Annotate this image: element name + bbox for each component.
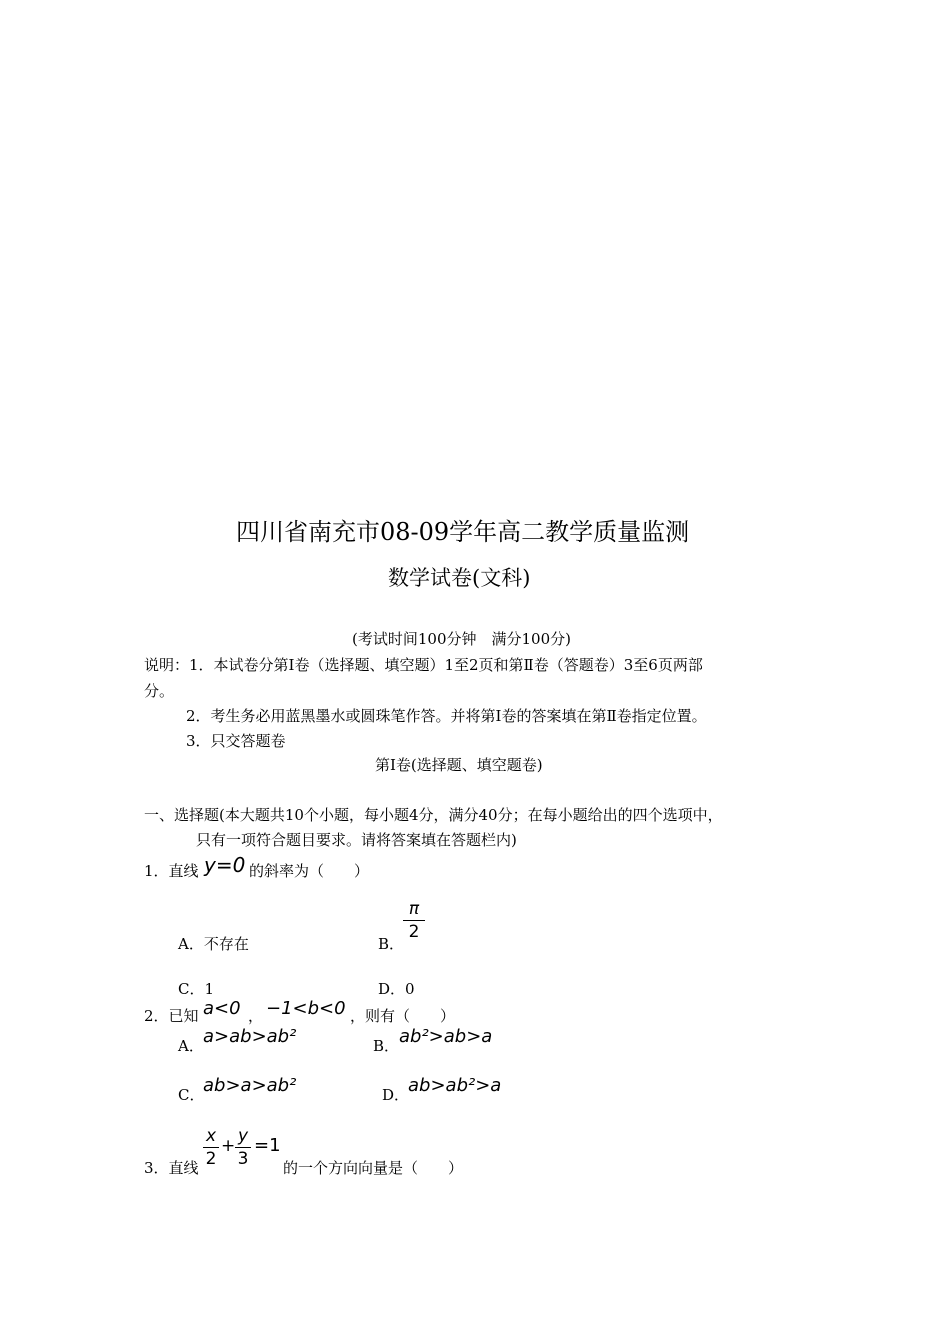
q3-prefix: 3．直线 bbox=[144, 1159, 199, 1177]
notes-line-3: 3．只交答题卷 bbox=[186, 732, 286, 750]
q1-option-a: A．不存在 bbox=[178, 935, 249, 953]
notes-line-1-cont: 分。 bbox=[144, 682, 175, 700]
notes-line-1: 说明：1．本试卷分第Ⅰ卷（选择题、填空题）1至2页和第Ⅱ卷（答题卷）3至6页两部 bbox=[144, 656, 703, 674]
exam-info: (考试时间100分钟 满分100分) bbox=[352, 630, 571, 648]
q2-option-b-label: B． bbox=[373, 1037, 400, 1055]
q2-option-b-math: ab²>ab>a bbox=[399, 1026, 493, 1047]
q1-math: y=0 bbox=[204, 853, 246, 877]
q1-option-d: D．0 bbox=[378, 980, 415, 998]
q2-option-c-label: C． bbox=[178, 1086, 205, 1104]
q3-eq: =1 bbox=[254, 1135, 281, 1156]
q1-b-denominator: 2 bbox=[408, 922, 420, 942]
q3-suffix: 的一个方向向量是（ ） bbox=[283, 1159, 464, 1177]
q3-fraction-1 bbox=[203, 1126, 219, 1169]
notes-line-2: 2．考生务必用蓝黑墨水或圆珠笔作答。并将第Ⅰ卷的答案填在第Ⅱ卷指定位置。 bbox=[186, 707, 707, 725]
q3-f1-numerator: x bbox=[205, 1126, 217, 1146]
q1-b-numerator: π bbox=[408, 899, 420, 919]
part1-title: 第Ⅰ卷(选择题、填空题卷) bbox=[375, 756, 543, 774]
q2-option-d-math: ab>ab²>a bbox=[408, 1075, 502, 1096]
q1-option-b-label: B． bbox=[378, 935, 405, 953]
q2-option-a-label: A． bbox=[178, 1037, 204, 1055]
q2-sep: ， bbox=[248, 1007, 264, 1025]
q2-option-a-math: a>ab>ab² bbox=[203, 1026, 297, 1047]
q1-suffix: 的斜率为（ ） bbox=[249, 862, 370, 880]
q1-option-c: C．1 bbox=[178, 980, 215, 998]
q3-f2-numerator: y bbox=[237, 1126, 249, 1146]
section1-line-2: 只有一项符合题目要求。请将答案填在答题栏内) bbox=[196, 831, 517, 849]
q3-f2-denominator: 3 bbox=[237, 1149, 249, 1169]
page-title: 四川省南充市08-09学年高二教学质量监测 bbox=[236, 518, 690, 546]
fraction-bar bbox=[235, 1147, 251, 1148]
q2-option-c-math: ab>a>ab² bbox=[203, 1075, 297, 1096]
fraction-bar bbox=[203, 1147, 219, 1148]
q3-fraction-2 bbox=[235, 1126, 251, 1169]
q2-prefix: 2．已知 bbox=[144, 1007, 199, 1025]
section1-line-1: 一、选择题(本大题共10个小题，每小题4分，满分40分；在每小题给出的四个选项中， bbox=[144, 806, 723, 824]
fraction-bar bbox=[403, 920, 425, 921]
q2-suffix: ，则有（ ） bbox=[350, 1007, 456, 1025]
page-subtitle: 数学试卷(文科) bbox=[388, 566, 531, 590]
q2-math-1: a<0 bbox=[203, 998, 241, 1019]
q1-option-b-fraction bbox=[403, 899, 425, 942]
q2-option-d-label: D． bbox=[382, 1086, 410, 1104]
q2-math-2: −1<b<0 bbox=[266, 998, 346, 1019]
q1-prefix: 1．直线 bbox=[144, 862, 199, 880]
q3-plus: + bbox=[221, 1136, 236, 1156]
q3-f1-denominator: 2 bbox=[205, 1149, 217, 1169]
